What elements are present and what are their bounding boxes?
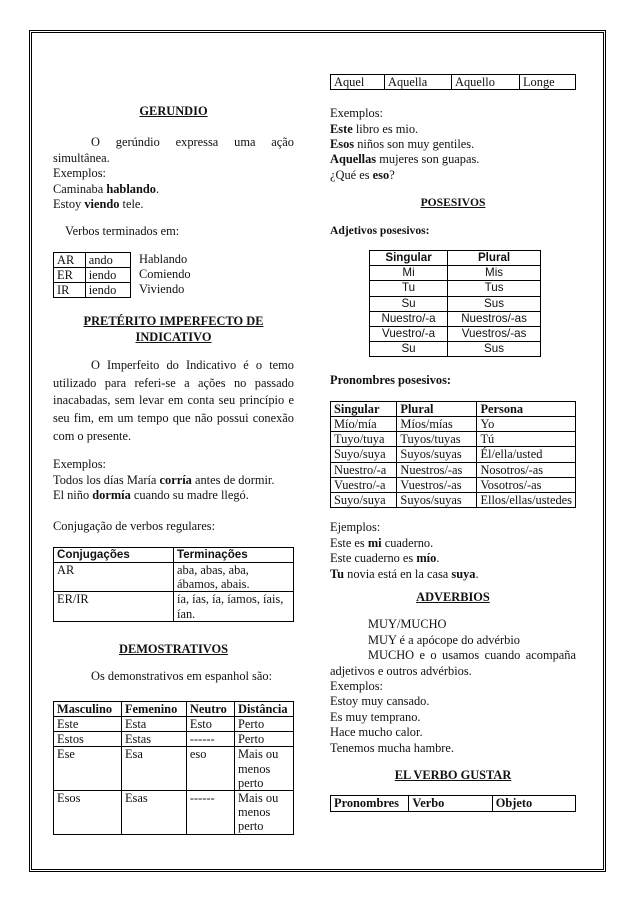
- table-row: Aquel Aquella Aquello Longe: [331, 75, 576, 90]
- preterito-heading-1: PRETÉRITO IMPERFECTO DE: [83, 314, 264, 329]
- endings-examples: Hablando Comiendo Viviendo: [139, 251, 191, 297]
- posesivos-heading: POSESIVOS: [420, 196, 486, 210]
- table-row: AR ando: [54, 252, 131, 267]
- endings-label: Verbos terminados em:: [65, 224, 180, 239]
- adj-posesivos-label: Adjetivos posesivos:: [330, 223, 430, 237]
- pron-posesivos-table: [330, 401, 576, 508]
- adverbio-example: Estoy muy cansado.: [330, 694, 430, 709]
- right-examples-label: Exemplos:: [330, 106, 383, 121]
- adverbio-example: Es muy temprano.: [330, 709, 421, 724]
- preterito-examples-label: Exemplos:: [53, 457, 106, 472]
- table-row: Nuestro/-a Nuestros/-as Nosotros/-as: [331, 462, 576, 477]
- adverbios-line-2: MUY é a apócope do advérbio: [368, 632, 520, 647]
- endings-block: [53, 252, 294, 299]
- adverbio-example: Tenemos mucha hambre.: [330, 740, 455, 755]
- preterito-heading-2: INDICATIVO: [135, 329, 212, 344]
- adverbios-examples-label: Exemplos:: [330, 678, 383, 693]
- table-row: Suyo/suya Suyos/suyas Él/ella/usted: [331, 447, 576, 462]
- gerundio-heading: GERUNDIO: [139, 104, 208, 118]
- table-header-row: Pronombres Verbo Objeto: [331, 796, 576, 811]
- table-header-row: Conjugações Terminações: [54, 547, 294, 562]
- preterito-body: O Imperfeito do Indicativo é o temo utilizado para referi-se a ações no passado inacabadas, sem levar em conta seu princípio e seu fim, em um tempo que não possui conexão com o presente.: [53, 358, 294, 443]
- adverbios-heading: ADVERBIOS: [416, 589, 490, 604]
- endings-table: [53, 252, 131, 299]
- right-column: [330, 74, 576, 812]
- gerundio-examples-label: Exemplos:: [53, 166, 106, 181]
- table-row: Mi Mis: [370, 266, 541, 281]
- table-row: Vuestro/-a Vuestros/-as: [370, 327, 541, 342]
- demostrativos-table: [53, 701, 294, 835]
- pron-posesivos-label: Pronombres posesivos:: [330, 373, 452, 388]
- right-example-3: Aquellas mujeres son guapas.: [330, 152, 480, 167]
- table-row: Vuestro/-a Vuestros/-as Vosotros/-as: [331, 477, 576, 492]
- adj-posesivos-table: [369, 250, 541, 357]
- ejemplo-1: Este es mi cuaderno.: [330, 535, 434, 550]
- table-row: Nuestro/-a Nuestros/-as: [370, 311, 541, 326]
- table-row: Mío/mía Míos/mías Yo: [331, 417, 576, 432]
- table-row: Estos Estas ------ Perto: [54, 732, 294, 747]
- ejemplo-3: Tu novia está en la casa suya.: [330, 566, 479, 581]
- table-header-row: Singular Plural: [370, 251, 541, 266]
- gustar-table: [330, 795, 576, 811]
- demostrativos-intro: Os demonstrativos em espanhol são:: [91, 669, 273, 684]
- table-row: Tuyo/tuya Tuyos/tuyas Tú: [331, 432, 576, 447]
- right-example-4: ¿Qué es eso?: [330, 167, 395, 182]
- table-row: ER/IR ía, ías, ía, íamos, íais, ían.: [54, 592, 294, 621]
- table-row: Su Sus: [370, 342, 541, 357]
- table-row: Este Esta Esto Perto: [54, 716, 294, 731]
- ejemplos-label: Ejemplos:: [330, 520, 381, 535]
- preterito-example-2: El niño dormía cuando su madre llegó.: [53, 488, 249, 503]
- table-row: Suyo/suya Suyos/suyas Ellos/ellas/ustedes: [331, 493, 576, 508]
- conj-label: Conjugação de verbos regulares:: [53, 519, 216, 534]
- table-header-row: Masculino Femenino Neutro Distância: [54, 701, 294, 716]
- right-example-2: Esos niños son muy gentiles.: [330, 137, 475, 152]
- table-row: Tu Tus: [370, 281, 541, 296]
- ejemplo-2: Este cuaderno es mío.: [330, 551, 440, 566]
- gerundio-example-2: Estoy viendo tele.: [53, 197, 144, 212]
- adverbio-example: Hace mucho calor.: [330, 725, 423, 740]
- adverbios-line-1: MUY/MUCHO: [368, 617, 447, 632]
- gerundio-intro: O gerúndio expressa uma ação simultânea.: [53, 135, 294, 165]
- conj-table: [53, 547, 294, 622]
- table-row: Ese Esa eso Mais ou menos perto: [54, 747, 294, 791]
- table-row: Su Sus: [370, 296, 541, 311]
- demostrativos-heading: DEMOSTRATIVOS: [119, 641, 228, 656]
- table-row: ER iendo: [54, 268, 131, 283]
- preterito-example-1: Todos los días María corría antes de dormir.: [53, 472, 275, 487]
- gerundio-example-1: Caminaba hablando.: [53, 181, 160, 196]
- table-row: IR iendo: [54, 283, 131, 298]
- left-column: [53, 104, 294, 835]
- table-header-row: Singular Plural Persona: [331, 401, 576, 416]
- adverbios-line-3: MUCHO e o usamos cuando acompaña adjetivos e outros advérbios.: [330, 648, 576, 678]
- table-row: Esos Esas ------ Mais ou menos perto: [54, 790, 294, 834]
- gustar-heading: EL VERBO GUSTAR: [394, 767, 512, 782]
- aquel-table: [330, 74, 576, 90]
- right-example-1: Este libro es mio.: [330, 121, 419, 136]
- table-row: AR aba, abas, aba, ábamos, abais.: [54, 563, 294, 592]
